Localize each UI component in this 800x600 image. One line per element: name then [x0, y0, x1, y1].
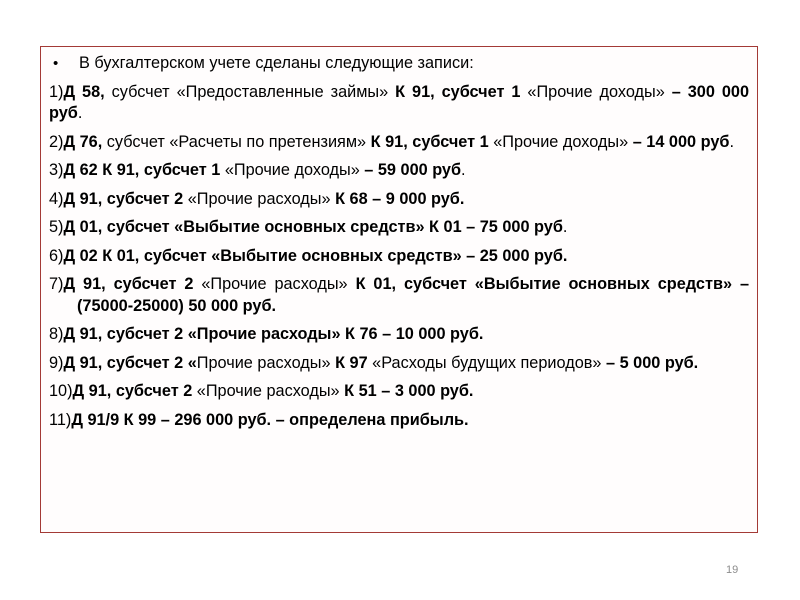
entry-text-bold: Д 91, субсчет 2 «: [63, 353, 197, 372]
entry-text-bold: Д 91, субсчет 2 «Прочие расходы» К 76 – 10 000 руб.: [63, 325, 484, 343]
entry-text: субсчет «Расчеты по претензиям»: [102, 132, 371, 151]
entry-text: «Прочие расходы»: [192, 382, 345, 400]
entry-text-bold: Д 62 К 91, субсчет 1: [63, 161, 221, 179]
journal-entry: [49, 381, 749, 403]
entry-text: Прочие расходы»: [196, 353, 336, 372]
entry-text-bold: Д 91, субсчет 2: [72, 382, 193, 400]
entry-text: .: [77, 104, 83, 122]
entry-text-bold: К 68 – 9 000 руб.: [335, 189, 465, 208]
entry-text-bold: – 5 000 руб.: [606, 353, 699, 372]
journal-entry: [49, 132, 749, 154]
journal-entries-list: [49, 82, 749, 432]
entry-text-bold: – 300 000 руб: [49, 82, 749, 122]
entry-text-bold: К 91, субсчет 1: [370, 132, 489, 151]
entry-text: 8): [49, 325, 64, 343]
entry-text: 5): [49, 218, 64, 236]
entry-text: 4): [49, 189, 64, 208]
entry-text-bold: – 14 000 руб: [632, 132, 730, 151]
entry-text: .: [562, 218, 568, 236]
entry-text: 9): [49, 353, 64, 372]
journal-entry: [49, 410, 749, 432]
entry-text-bold: – 59 000 руб: [364, 161, 462, 179]
journal-entry: [49, 160, 749, 182]
entry-text: «Прочие доходы»: [488, 132, 633, 151]
entry-text-bold: К 97: [335, 353, 368, 372]
entry-text-bold: Д 91, субсчет 2: [63, 275, 194, 293]
intro-bullet-item: [49, 53, 749, 75]
slide-content-frame: [40, 46, 758, 533]
entry-text: 2): [49, 132, 64, 151]
entry-text-bold: Д 01, субсчет «Выбытие основных средств» К 01 – 75 000 руб: [63, 218, 563, 236]
entry-text: .: [729, 132, 734, 151]
intro-text: В бухгалтерском учете сделаны следующие записи:: [79, 54, 474, 72]
entry-text-bold: Д 02 К 01, субсчет «Выбытие основных средств» – 25 000 руб.: [63, 246, 568, 265]
journal-entry: [49, 246, 749, 268]
journal-entry: [49, 189, 749, 211]
entry-text: «Прочие доходы»: [220, 161, 365, 179]
entry-text: «Расходы будущих периодов»: [367, 353, 606, 372]
journal-entry: [49, 324, 749, 346]
journal-entry: [49, 353, 749, 375]
entry-text: «Прочие доходы»: [520, 82, 672, 101]
entry-text: 6): [49, 246, 64, 265]
entry-text: «Прочие расходы»: [193, 275, 356, 293]
entry-text: .: [461, 161, 466, 179]
slide-text: [49, 53, 749, 438]
entry-text-bold: Д 58,: [63, 82, 105, 101]
entry-text-bold: К 51 – 3 000 руб.: [344, 382, 474, 400]
entry-text: 3): [49, 161, 64, 179]
journal-entry: [49, 217, 749, 239]
page-number: 19: [726, 564, 739, 576]
entry-text: 1): [49, 82, 64, 101]
journal-entry: [49, 82, 749, 125]
entry-text: 10): [49, 382, 73, 400]
entry-text-bold: Д 91/9 К 99 – 296 000 руб. – определена прибыль.: [71, 410, 469, 429]
entry-text-bold: К 91, субсчет 1: [395, 82, 521, 101]
entry-text-bold: К 01, субсчет «Выбытие основных средств» – (75000-25000) 50 000 руб.: [77, 275, 750, 315]
bullet-icon: •: [53, 55, 59, 72]
entry-text: субсчет «Предоставленные займы»: [104, 82, 396, 101]
entry-text: 7): [49, 275, 64, 293]
entry-text: «Прочие расходы»: [183, 189, 336, 208]
journal-entry: [49, 274, 749, 317]
entry-text-bold: Д 76,: [63, 132, 103, 151]
entry-text: 11): [49, 410, 72, 429]
entry-text-bold: Д 91, субсчет 2: [63, 189, 184, 208]
